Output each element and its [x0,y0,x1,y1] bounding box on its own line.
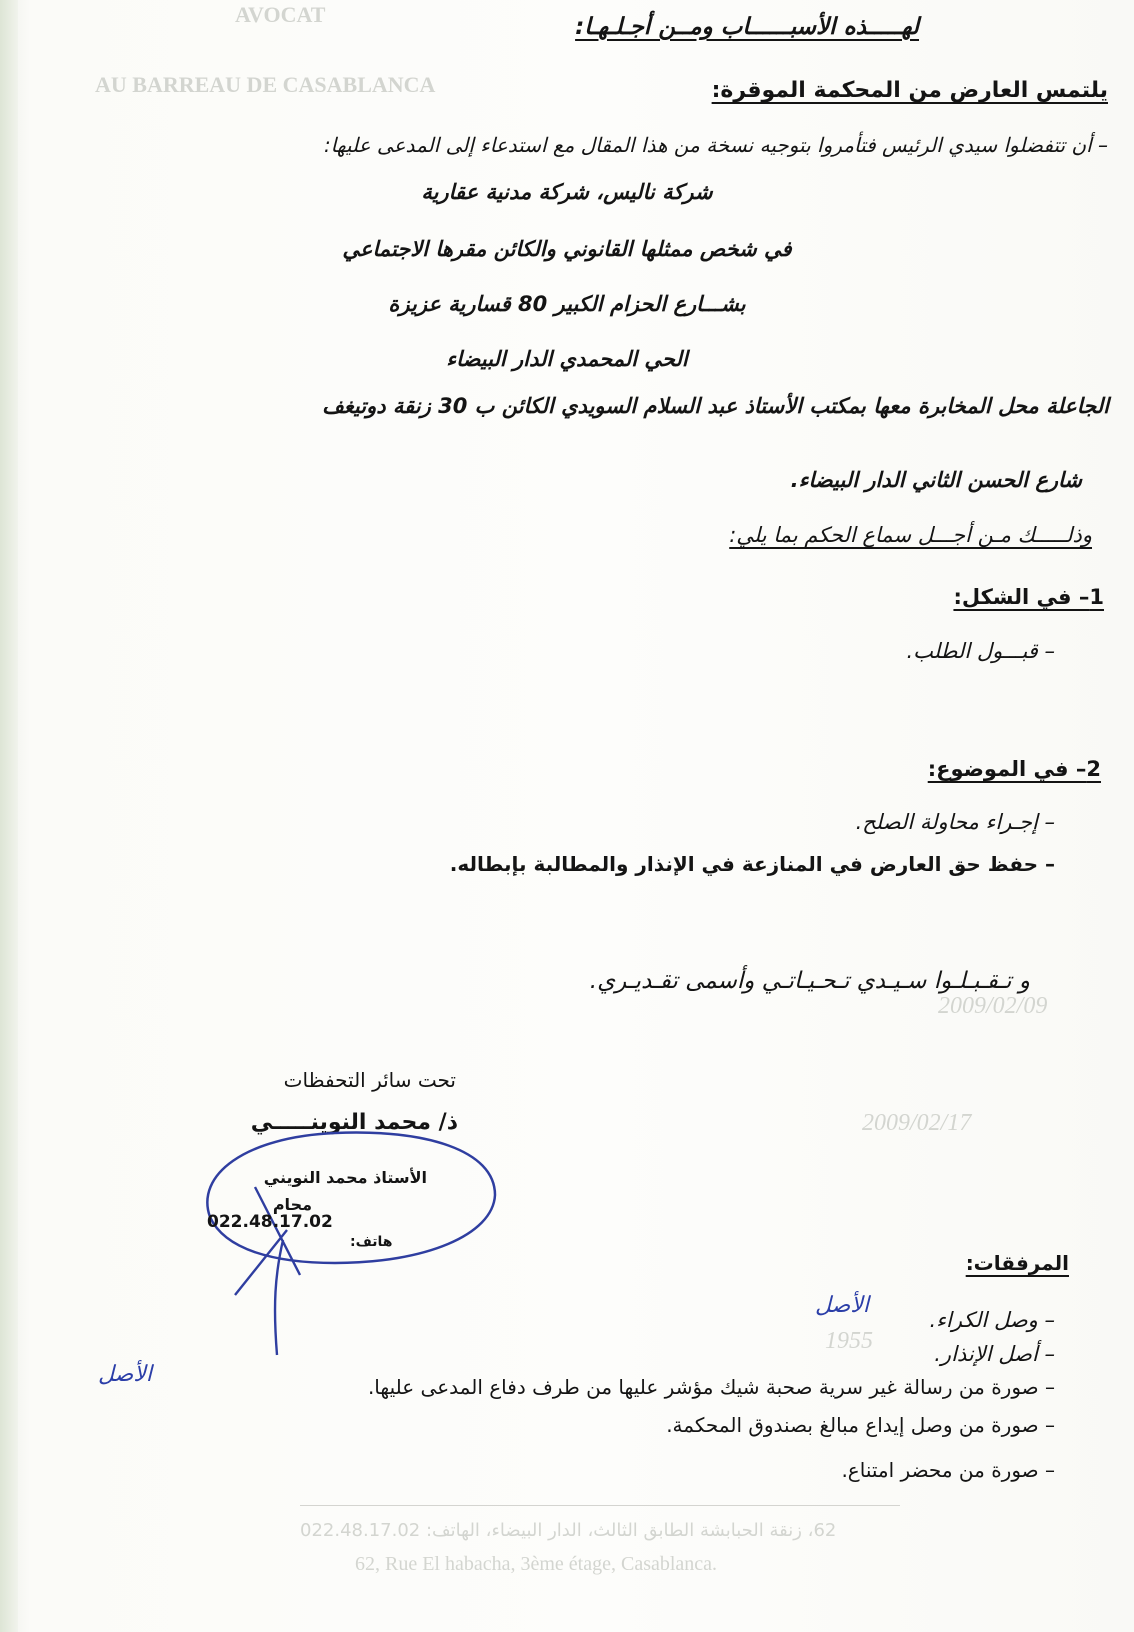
defendant-domicile: الجاعلة محل المخابرة معها بمكتب الأستاذ عبد السلام السويدي الكائن ب 30 زنقة دوتيغف [322,394,1109,418]
annotation-original-2: الأصل [97,1362,152,1387]
ghost-footer-ar: 62، زنقة الحبابشة الطابق الثالث، الدار البيضاء، الهاتف: 022.48.17.02 [300,1520,837,1541]
heading: لهـــــذه الأسبــــــاب ومــن أجـلـهـا: [575,14,919,40]
closing-line: و تـقـبـلـوا سـيـدي تـحـيـاتـي وأسمى تقـديـري. [589,968,1030,994]
stamp-phone-label: هاتف: [350,1234,393,1250]
ghost-date1: 2009/02/09 [938,993,1048,1019]
ghost-date2: 2009/02/17 [862,1110,972,1136]
signatory-name: ذ/ محمد النوينـــــي [250,1110,458,1135]
judgment-intro: وذلـــــك مـن أجـــل سماع الحكم بما يلي: [729,523,1092,547]
footer-separator [300,1505,900,1506]
request-line: – أن تتفضلوا سيدي الرئيس فتأمروا بتوجيه نسخة من هذا المقال مع استدعاء إلى المدعى عليها: [323,133,1108,157]
attachment-item-5: – صورة من محضر امتناع. [841,1458,1055,1482]
attachments-title: المرفقات: [965,1251,1069,1275]
ghost-footer-fr: 62, Rue El habacha, 3ème étage, Casablanca. [355,1553,718,1575]
defendant-rep: في شخص ممثلها القانوني والكائن مقرها الاجتماعي [342,237,792,261]
attachment-item-3: – صورة من رسالة غير سرية صحبة شيك مؤشر عليها من طرف دفاع المدعى عليها. [367,1375,1055,1399]
attachment-item-2: – أصل الإنذار. [934,1342,1055,1366]
subject-title: 2– في الموضوع: [927,757,1101,781]
ghost-barreau: AU BARREAU DE CASABLANCA [95,72,436,97]
annotation-original-1: الأصل [814,1293,869,1318]
defendant-domicile-2: شارع الحسن الثاني الدار البيضاء. [790,468,1082,492]
attachment-item-4: – صورة من وصل إيداع مبالغ بصندوق المحكمة. [666,1413,1055,1437]
stamp-line-1: الأستاذ محمد النويني [263,1168,427,1187]
reserve-clause: تحت سائر التحفظات [283,1068,456,1092]
subject-item-2: – حفظ حق العارض في المنازعة في الإنذار والمطالبة بإبطاله. [449,852,1055,876]
attachment-item-1: – وصل الكراء. [929,1308,1055,1332]
ghost-avocat: AVOCAT [235,2,326,27]
stamp-circle-icon [195,1125,515,1275]
stamp-line-2: محام [272,1195,312,1214]
subject-item-1: – إجـراء محاولة الصلح. [855,810,1055,834]
request-title: يلتمس العارض من المحكمة الموقرة: [711,78,1108,103]
ghost-year: 1955 [825,1328,873,1354]
stamp-phone: 022.48.17.02 [207,1212,333,1232]
form-title: 1– في الشكل: [953,585,1104,609]
defendant-name: شركة ناليس، شركة مدنية عقارية [421,180,713,204]
defendant-street: بشـــارع الحزام الكبير 80 قسارية عزيزة [388,292,746,316]
defendant-district: الحي المحمدي الدار البيضاء [446,347,688,371]
form-item: – قبـــول الطلب. [906,639,1055,663]
